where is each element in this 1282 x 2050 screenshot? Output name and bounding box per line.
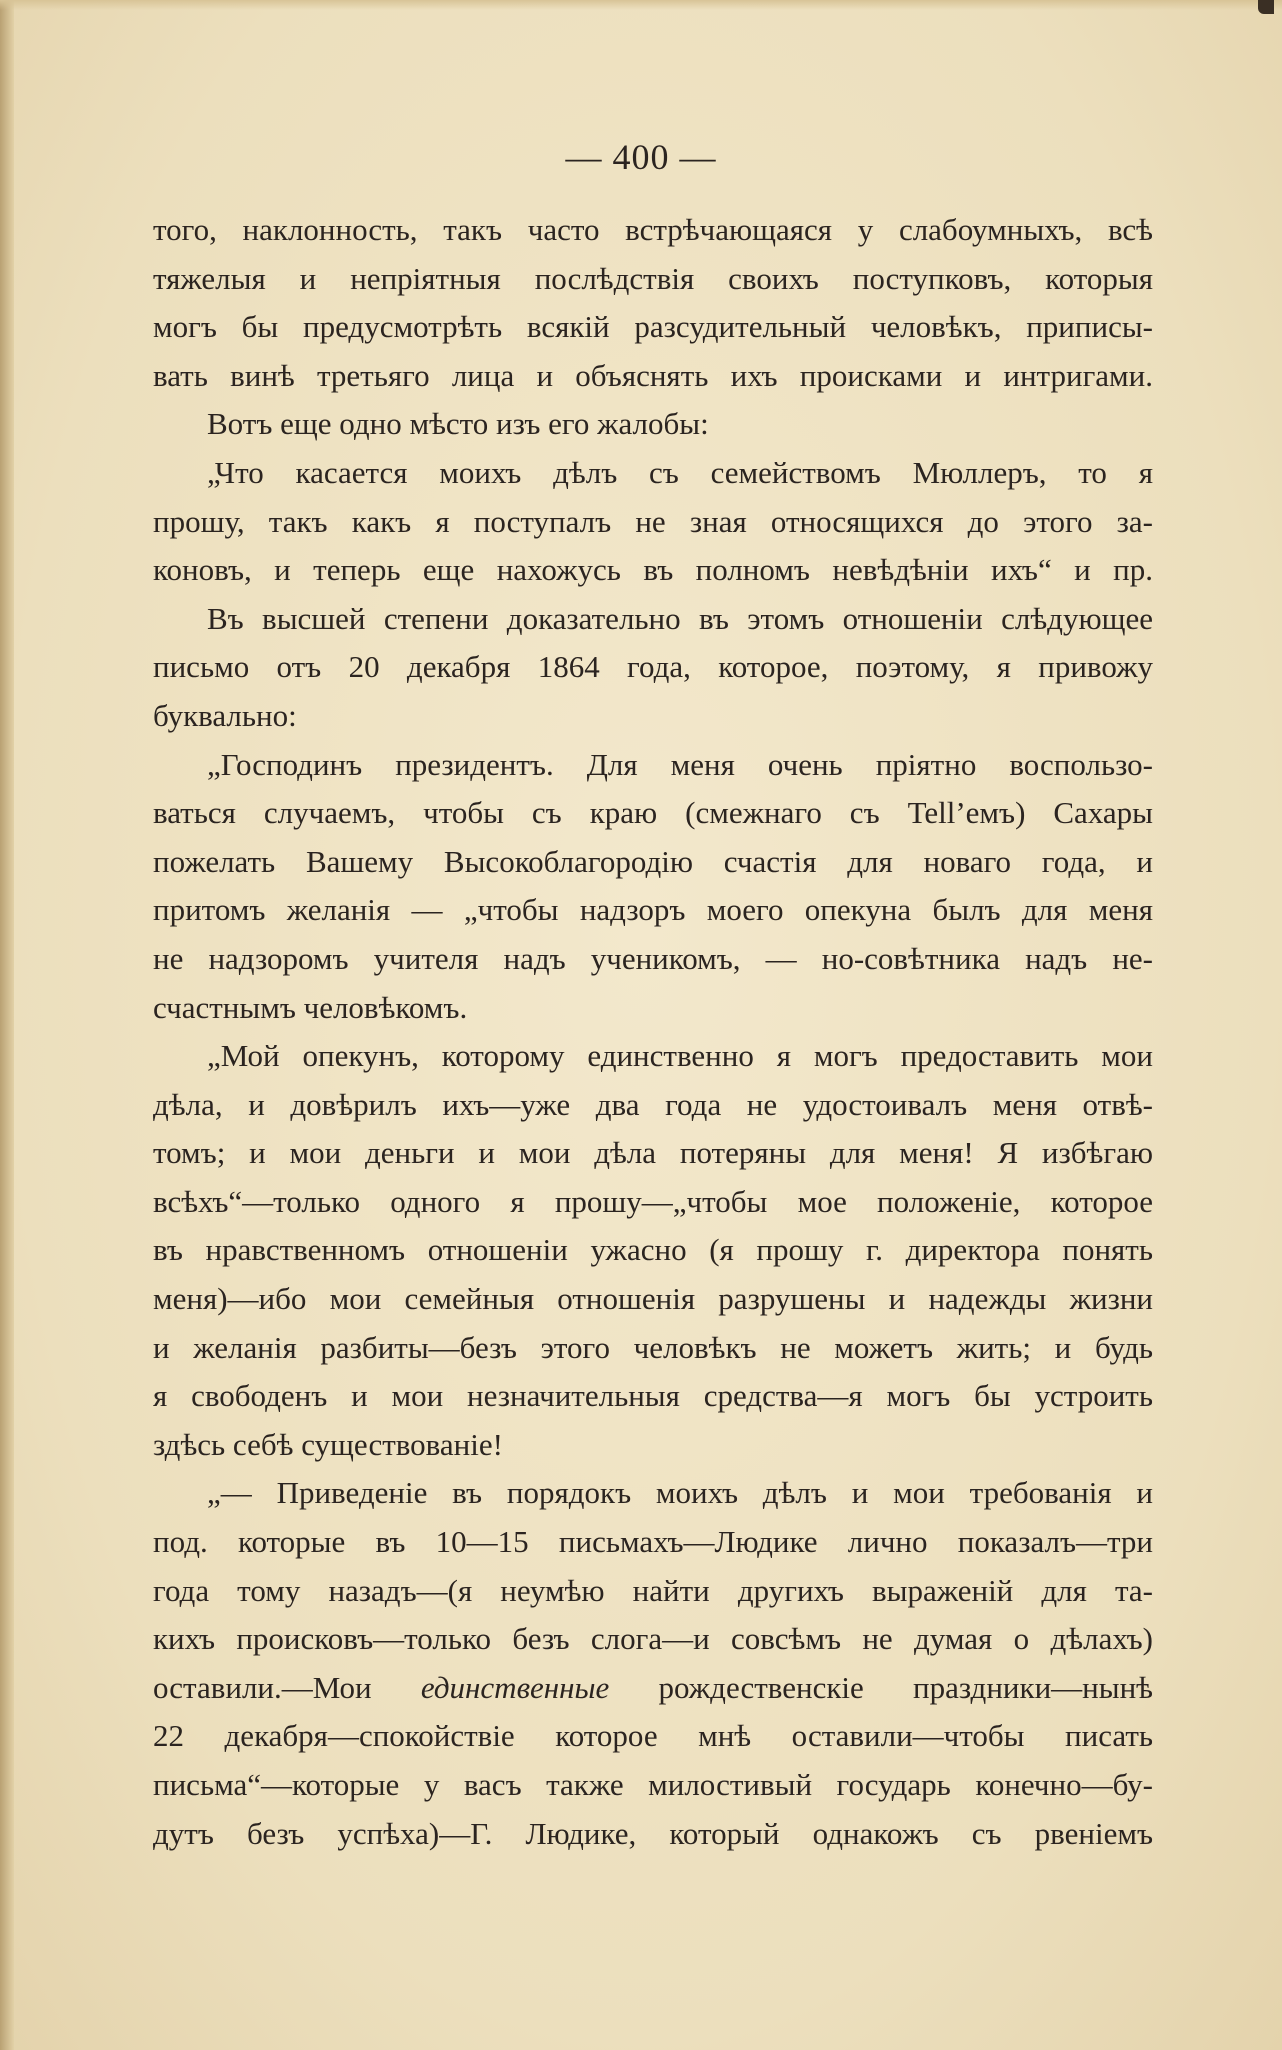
paragraph-5 xyxy=(153,741,1153,1033)
corner-ink-mark xyxy=(1258,0,1274,14)
text-line: счастнымъ человѣкомъ. xyxy=(153,989,468,1025)
paragraph-6 xyxy=(153,1032,1153,1469)
text-line: тяжелыя и непріятныя послѣдствія своихъ поступковъ, которыя xyxy=(153,260,1153,296)
text-line: „— Приведеніе въ порядокъ моихъ дѣлъ и мои требованія и xyxy=(207,1475,1153,1511)
page-top-shadow xyxy=(0,0,1282,10)
text-line: „Мой опекунъ, которому единственно я могъ предоставить мои xyxy=(207,1038,1153,1074)
paragraph-3 xyxy=(153,449,1153,595)
text-line: „Господинъ президентъ. Для меня очень пріятно воспользо- xyxy=(207,746,1153,782)
text-line: кихъ происковъ—только безъ слога—и совсѣмъ не думая о дѣлахъ) xyxy=(153,1621,1153,1657)
text-line: ваться случаемъ, чтобы съ краю (смежнаго съ Tell’емъ) Сахары xyxy=(153,795,1153,831)
text-line: Въ высшей степени доказательно въ этомъ отношеніи слѣдующее xyxy=(207,600,1153,636)
text-line: под. которые въ 10—15 письмахъ—Людике лично показалъ—три xyxy=(153,1524,1153,1560)
paragraph-4 xyxy=(153,595,1153,741)
text-segment: оставили.—Мои xyxy=(153,1669,372,1705)
text-line: притомъ желанія — „чтобы надзоръ моего опекуна былъ для меня xyxy=(153,892,1153,928)
paragraph-1 xyxy=(153,206,1153,400)
text-line: вать винѣ третьяго лица и объяснять ихъ происками и интригами. xyxy=(153,357,1153,393)
text-line: и желанія разбиты—безъ этого человѣкъ не можетъ жить; и будь xyxy=(153,1329,1153,1365)
text-line: въ нравственномъ отношеніи ужасно (я прошу г. директора понять xyxy=(153,1232,1153,1268)
text-line: письма“—которые у васъ также милостивый государь конечно—бу- xyxy=(153,1767,1153,1802)
text-line: меня)—ибо мои семейныя отношенія разрушены и надежды жизни xyxy=(153,1281,1153,1317)
text-line: года тому назадъ—(я неумѣю найти другихъ выраженій для та- xyxy=(153,1572,1153,1608)
text-segment: рождественскіе праздники—нынѣ xyxy=(658,1669,1153,1705)
text-line: Вотъ еще одно мѣсто изъ его жалобы: xyxy=(207,406,709,442)
text-line: прошу, такъ какъ я поступалъ не зная относящихся до этого за- xyxy=(153,503,1153,539)
text-line: того, наклонность, такъ часто встрѣчающаяся у слабоумныхъ, всѣ xyxy=(153,212,1153,247)
text-line: я свободенъ и мои незначительныя средства—я могъ бы устроить xyxy=(153,1378,1153,1414)
page-edge-shadow xyxy=(0,0,14,2050)
text-line: здѣсь себѣ существованіе! xyxy=(153,1426,503,1462)
text-line: письмо отъ 20 декабря 1864 года, которое, поэтому, я привожу xyxy=(153,649,1153,685)
paragraph-7 xyxy=(153,1469,1153,1858)
text-line: не надзоромъ учителя надъ ученикомъ, — но-совѣтника надъ не- xyxy=(153,940,1153,976)
text-line: дѣла, и довѣрилъ ихъ—уже два года не удостоивалъ меня отвѣ- xyxy=(153,1086,1153,1122)
text-line: „Что касается моихъ дѣлъ съ семействомъ Мюллеръ, то я xyxy=(207,454,1153,490)
page-number: — 400 — xyxy=(565,137,717,177)
text-line: пожелать Вашему Высокоблагородію счастія для новаго года, и xyxy=(153,843,1153,879)
italic-emphasis: единственные xyxy=(420,1669,610,1705)
text-line xyxy=(153,1664,1153,1713)
paragraph-2 xyxy=(153,400,1153,449)
body-text xyxy=(153,206,1153,1858)
text-line: томъ; и мои деньги и мои дѣла потеряны для меня! Я избѣгаю xyxy=(153,1135,1153,1171)
text-line: могъ бы предусмотрѣть всякій разсудительный человѣкъ, приписы- xyxy=(153,309,1153,345)
text-line: коновъ, и теперь еще нахожусь въ полномъ невѣдѣніи ихъ“ и пр. xyxy=(153,552,1153,588)
text-line: всѣхъ“—только одного я прошу—„чтобы мое положеніе, которое xyxy=(153,1183,1153,1219)
text-line: дутъ безъ успѣха)—Г. Людике, который однакожъ съ рвеніемъ xyxy=(153,1815,1153,1851)
text-line: 22 декабря—спокойствіе которое мнѣ оставили—чтобы писать xyxy=(153,1718,1153,1754)
text-line: буквально: xyxy=(153,697,297,733)
